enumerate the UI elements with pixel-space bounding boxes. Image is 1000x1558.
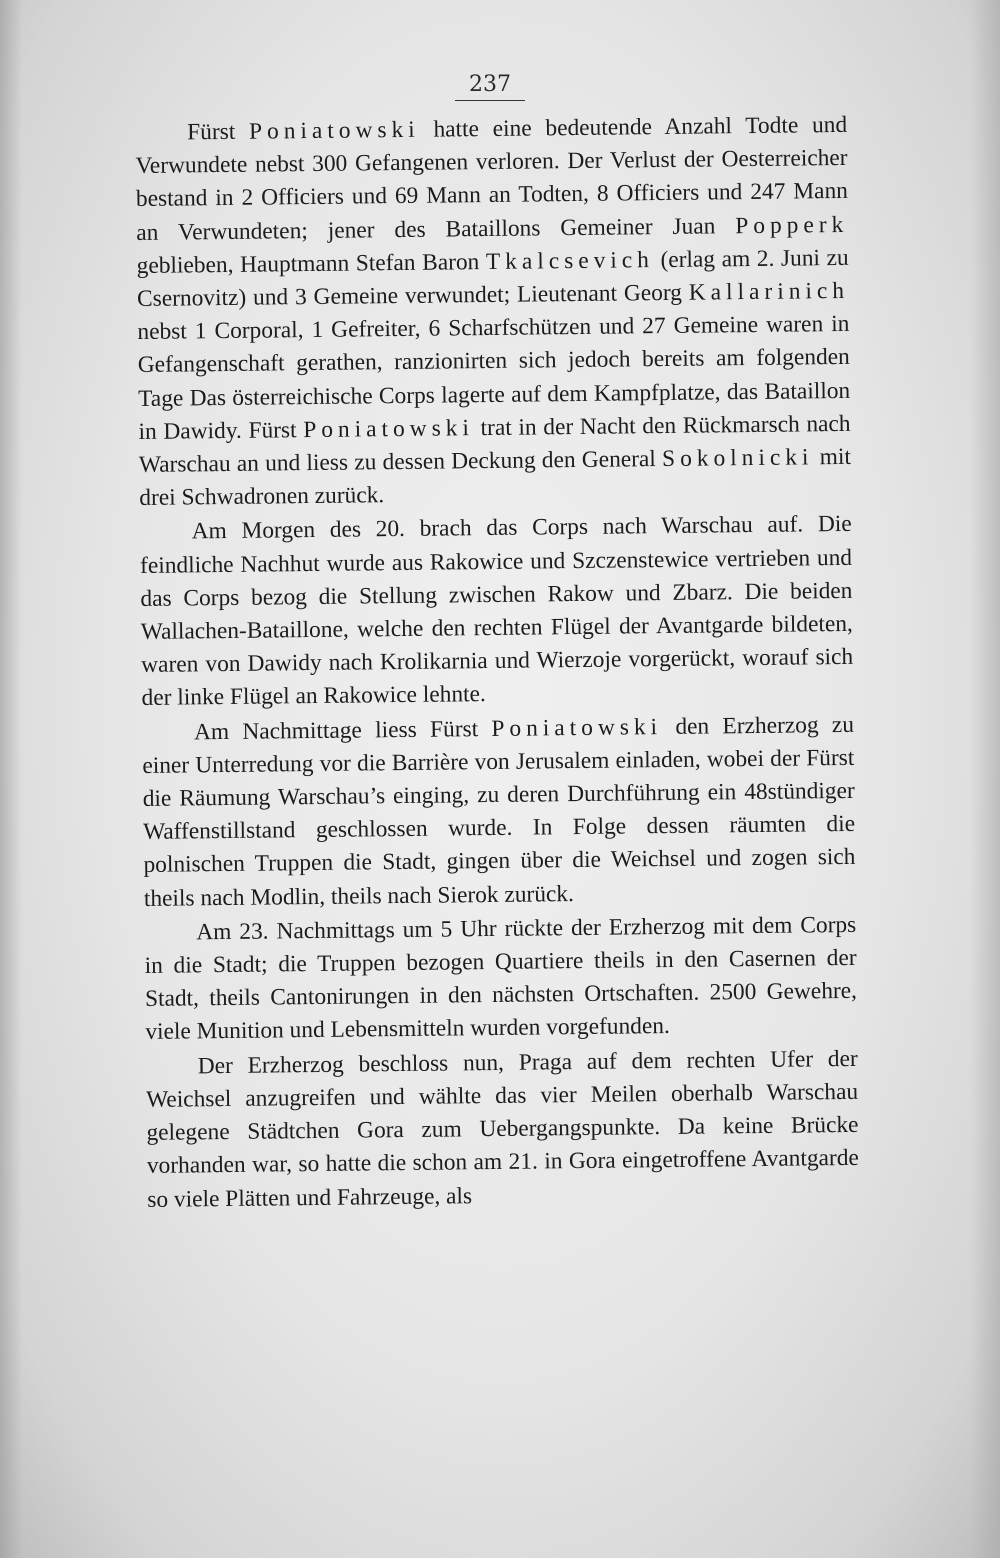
text-run: nebst 1 Corporal, 1 Gefreiter, 6 Scharfschützen und 27 Gemeine waren in Gefangenschaft gerathen, ranzionirten sich jedoch bereits am folgenden Tage Das österreichische Corps lagerte auf dem Kampfplatze, das Bataillon in Dawidy. Fürst	[137, 311, 851, 445]
paragraph	[135, 109, 851, 515]
paragraph	[140, 508, 854, 715]
spaced-name: Poniatowski	[303, 415, 475, 443]
text-run: Am 23. Nachmittags um 5 Uhr rückte der Erzherzog mit dem Corps in die Stadt; die Truppen bezogen Quartiere theils in den Casernen der Stadt, theils Cantonirungen in den nächsten Ortschaften. 2500 Gewehre, viele Munition und Lebensmitteln wurden vorgefunden.	[144, 911, 858, 1046]
spaced-name: Tkalcsevich	[485, 246, 655, 275]
text-run: Fürst	[187, 118, 250, 146]
text-run: Am Nachmittage liess Fürst	[193, 715, 492, 746]
text-run: Am Morgen des 20. brach das Corps nach Warschau auf. Die feindliche Nachhut wurde aus Rakowice und Szczenstewice vertrieben und das Corps bezog die Stellung zwischen Rakow und Zbarz. Die beiden Wallachen-Bataillone, welche den rechten Flügel der Avantgarde bildeten, waren von Dawidy nach Krolikarnia und Wierzoje vorgerückt, worauf sich der linke Flügel an Rakowice lehnte.	[139, 511, 854, 712]
spaced-name: Popperk	[735, 211, 849, 239]
paragraph	[146, 1043, 860, 1217]
body-text	[135, 109, 859, 1217]
text-run: hatte eine bedeutende Anzahl Todte und Verwundete nebst 300 Gefangenen verloren. Der Verlust der Oesterreicher bestand in 2 Officiers und 69 Mann an Todten, 8 Officiers und 247 Mann an Verwundeten; jener des Bataillons Gemeiner Juan	[135, 111, 849, 246]
text-run: den Erzherzog zu einer Unterredung vor die Barrière von Jerusalem einladen, wobei der Fürst die Räumung Warschau’s einging, zu deren Durchführung ein 48stündiger Waffenstillstand geschlossen wurde. In Folge dessen räumten die polnischen Truppen die Stadt, gingen über die Weichsel und zogen sich theils nach Modlin, theils nach Sierok zurück.	[142, 711, 856, 912]
spaced-name: Poniatowski	[248, 116, 420, 145]
spaced-name: Kallarinich	[688, 277, 850, 306]
text-run: trat in der Nacht den Rückmarsch nach Warschau an und liess zu dessen Deckung den General	[138, 410, 851, 479]
text-run: geblieben, Hauptmann Stefan Baron	[136, 248, 487, 279]
page-number: 237	[455, 72, 525, 101]
text-run: (erlag am 2. Juni zu Csernovitz) und 3 Gemeine verwundet; Lieutenant Georg	[136, 244, 849, 313]
page-number-header	[0, 72, 1000, 101]
paragraph	[142, 709, 856, 916]
spaced-name: Poniatowski	[491, 713, 663, 742]
spaced-name: Sokolnicki	[661, 444, 814, 473]
text-run: mit drei Schwadronen zurück.	[139, 443, 852, 512]
text-run: Der Erzherzog beschloss nun, Praga auf dem rechten Ufer der Weichsel anzugreifen und wählte das vier Meilen oberhalb Warschau gelegene Städtchen Gora zum Uebergangspunkte. Da keine Brücke vorhanden war, so hatte die schon am 21. in Gora eingetroffene Avantgarde so viele Plätten und Fahrzeuge, als	[146, 1045, 860, 1213]
paragraph	[144, 909, 857, 1050]
